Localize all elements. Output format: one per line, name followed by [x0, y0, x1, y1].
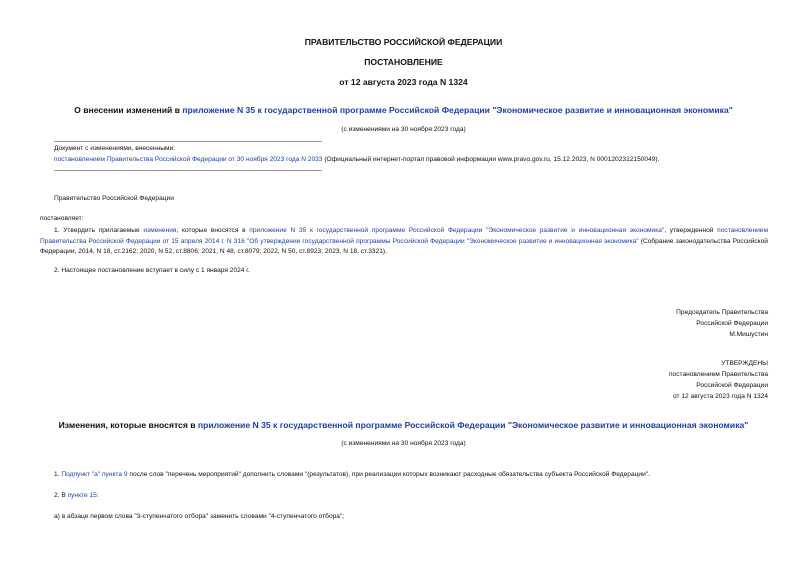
annex-item-2a: а) в абзаце первом слова "3-ступенчатого отбора" заменить словами "4-ступенчатого отбора";: [54, 513, 345, 520]
p1-text-d: (Собрание законодательства Российской Федерации, 2014, N 18, ст.2162; 2020, N 52, ст.8806; 2021, N 48, ст.8079; 2022, N 50, ст.8923; 2023, N 18, ст.3321).: [40, 237, 768, 255]
approved-line-1: УТВЕРЖДЕНЫ: [721, 360, 768, 367]
changes-source: (Официальный интернет-портал правовой информации www.pravo.gov.ru, 15.12.2023, N 0001202312150049).: [322, 156, 660, 163]
decree-316-link[interactable]: постановлением Правительства Российской Федерации от 15 апреля 2014 г. N 316 "Об утверждении государственной программы Российской Федерации "Экономическое развитие и инновационная экономика": [40, 227, 769, 245]
p1-text-b: , которые вносятся в: [176, 227, 250, 234]
decides: постановляет:: [40, 215, 84, 222]
approved-line-3: Российской Федерации: [696, 382, 768, 389]
document-type: ПОСТАНОВЛЕНИЕ: [364, 57, 443, 67]
document-date-number: от 12 августа 2023 года N 1324: [339, 77, 468, 87]
signature-line-2: Российской Федерации: [696, 320, 768, 327]
changes-bottom-rule: [54, 170, 322, 171]
item1-text-c: после слов "перечень мероприятий" дополнить словами "(результатов), при реализации которых возникают расходные обязательства субъекта Российской Федерации".: [127, 471, 650, 478]
issuer: Правительство Российской Федерации: [54, 195, 174, 202]
approved-block: [560, 358, 768, 402]
paragraph-1: [40, 226, 768, 258]
subparagraph-a-link[interactable]: Подпункт "а": [61, 471, 101, 478]
changes-top-rule: [54, 141, 322, 142]
document-title: [0, 105, 807, 115]
p1-text-a: 1. Утвердить прилагаемые: [54, 227, 144, 234]
point-9-link[interactable]: пункта 9: [101, 471, 128, 478]
annex-35-link[interactable]: приложение N 35 к государственной программе Российской Федерации "Экономическое развитие и инновационная экономика": [249, 227, 665, 234]
amending-decree-link[interactable]: постановлением Правительства Российской Федерации от 30 ноября 2023 года N 2033: [54, 156, 323, 163]
annex-item-2: [54, 492, 99, 499]
annex-title-link[interactable]: приложение N 35 к государственной программе Российской Федерации "Экономическое развитие и инновационная экономика": [197, 420, 749, 430]
item2-text-a: 2. В: [54, 492, 68, 499]
point-15-link[interactable]: пункте 15: [67, 492, 97, 499]
government-heading: ПРАВИТЕЛЬСТВО РОССИЙСКОЙ ФЕДЕРАЦИИ: [304, 37, 503, 47]
annex-title-prefix: Изменения, которые вносятся в: [58, 420, 198, 430]
annex-edition: (с изменениями на 30 ноября 2023 года): [341, 440, 466, 447]
item2-text-b: :: [96, 492, 99, 499]
changes-reference: [54, 156, 774, 163]
approved-line-4: от 12 августа 2023 года N 1324: [673, 393, 768, 400]
title-link[interactable]: приложение N 35 к государственной программе Российской Федерации "Экономическое развитие и инновационная экономика": [182, 105, 733, 115]
item1-text-a: 1.: [54, 471, 62, 478]
title-prefix: О внесении изменений в: [74, 105, 183, 115]
p1-text-c: , утвержденной: [664, 227, 718, 234]
signature-line-1: Председатель Правительства: [676, 309, 768, 316]
signature-line-3: М.Мишустин: [729, 331, 768, 338]
changes-intro: Документ с изменениями, внесенными:: [54, 145, 176, 152]
approved-line-2: постановлением Правительства: [668, 371, 768, 378]
signature-block: [560, 307, 768, 340]
paragraph-2: 2. Настоящее постановление вступает в силу с 1 января 2024 г.: [54, 267, 250, 274]
annex-title: [0, 420, 807, 430]
title-edition: (с изменениями на 30 ноября 2023 года): [341, 126, 466, 133]
changes-link[interactable]: изменения: [143, 227, 177, 234]
annex-item-1: [54, 471, 650, 478]
